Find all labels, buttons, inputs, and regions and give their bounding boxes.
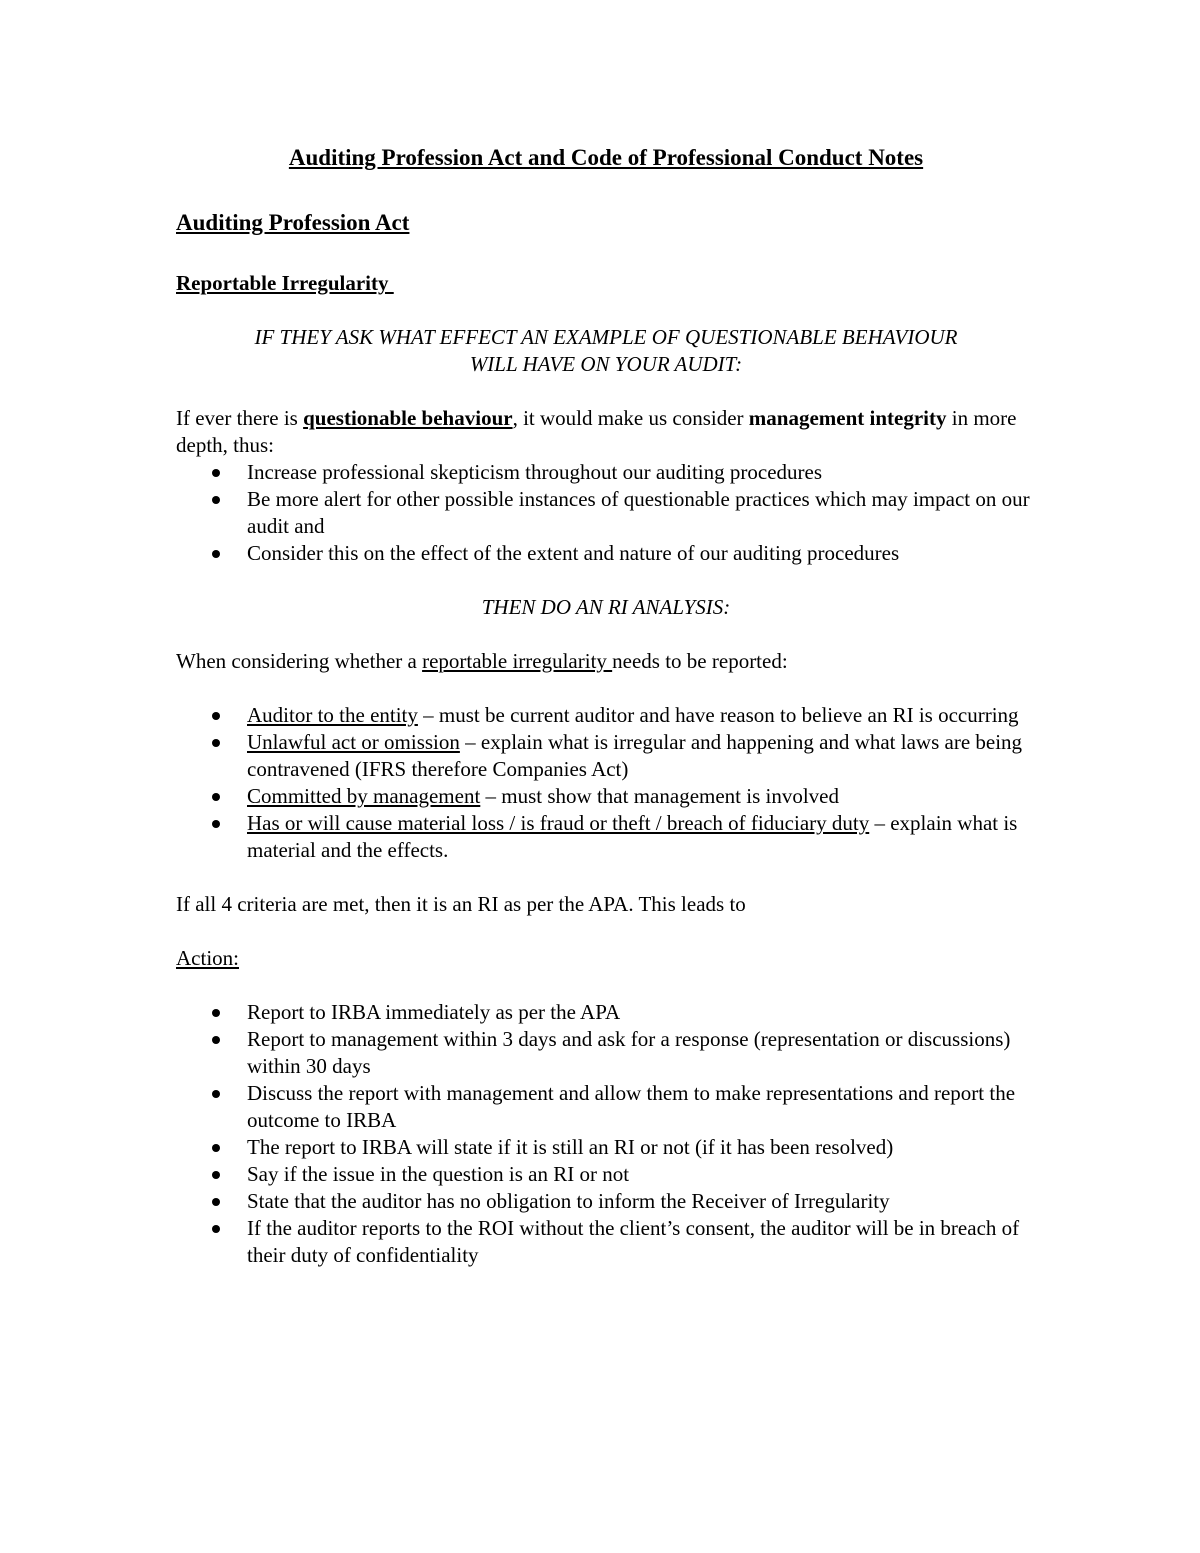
criteria-list — [176, 702, 1036, 864]
document-title: Auditing Profession Act and Code of Professional Conduct Notes — [288, 145, 924, 170]
intro-text-2: , it would make us consider — [512, 406, 749, 430]
instruction-line-2: WILL HAVE ON YOUR AUDIT: — [469, 352, 743, 376]
intro-term-management-integrity: management integrity — [748, 406, 947, 430]
bullet-icon — [212, 1225, 220, 1233]
considering-paragraph — [176, 648, 1036, 675]
bullet-icon — [212, 1009, 220, 1017]
bullet-icon — [212, 1036, 220, 1044]
bullet-icon — [212, 550, 220, 558]
bullet-icon — [212, 712, 220, 720]
action-text: Report to management within 3 days and ask for a response (representation or discussions) within 30 days — [247, 1027, 1011, 1078]
action-text: The report to IRBA will state if it is still an RI or not (if it has been resolved) — [247, 1135, 894, 1159]
criteria-item — [176, 783, 1036, 810]
bullet-icon — [212, 793, 220, 801]
action-item — [176, 1026, 1036, 1080]
action-item — [176, 1134, 1036, 1161]
list-item — [176, 459, 1036, 486]
bullet-icon — [212, 1198, 220, 1206]
action-item — [176, 1161, 1036, 1188]
intro-text-3: in more depth, thus: — [176, 406, 1022, 457]
intro-term-questionable-behaviour: questionable behaviour — [303, 406, 513, 430]
bullet-icon — [212, 1144, 220, 1152]
criteria-item — [176, 702, 1036, 729]
sub-heading-text: Reportable Irregularity — [176, 271, 394, 295]
action-item — [176, 1188, 1036, 1215]
bullet-icon — [212, 739, 220, 747]
bullet-icon — [212, 820, 220, 828]
criteria-term: Has or will cause material loss / is fraud or theft / breach of fiduciary duty — [247, 811, 870, 835]
bullet-icon — [212, 496, 220, 504]
considering-text-1: When considering whether a — [176, 649, 423, 673]
bullet-icon — [212, 469, 220, 477]
list-item-text: Be more alert for other possible instances of questionable practices which may impact on our audit and — [247, 487, 1030, 538]
criteria-term: Auditor to the entity — [247, 703, 418, 727]
instruction-ri-analysis: THEN DO AN RI ANALYSIS: — [481, 595, 731, 619]
section-heading: Auditing Profession Act — [176, 210, 410, 235]
action-heading: Action: — [176, 946, 239, 970]
intro-text-1: If ever there is — [176, 406, 304, 430]
bullet-icon — [212, 1090, 220, 1098]
intro-bullet-list — [176, 459, 1036, 567]
action-text: State that the auditor has no obligation to inform the Receiver of Irregularity — [247, 1189, 890, 1213]
criteria-text: – explain what is irregular and happening and what laws are being contravened (IFRS therefore Companies Act) — [247, 730, 1028, 781]
action-text: Report to IRBA immediately as per the APA — [247, 1000, 621, 1024]
action-text: Say if the issue in the question is an RI or not — [247, 1162, 630, 1186]
action-item — [176, 1080, 1036, 1134]
criteria-conclusion: If all 4 criteria are met, then it is an RI as per the APA. This leads to — [176, 892, 746, 916]
list-item-text: Consider this on the effect of the extent and nature of our auditing procedures — [247, 541, 900, 565]
considering-term: reportable irregularity — [422, 649, 613, 673]
instruction-line-1: IF THEY ASK WHAT EFFECT AN EXAMPLE OF QUESTIONABLE BEHAVIOUR — [254, 325, 958, 349]
action-list — [176, 999, 1036, 1269]
criteria-item — [176, 729, 1036, 783]
bullet-icon — [212, 1171, 220, 1179]
criteria-text: – must show that management is involved — [480, 784, 839, 808]
list-item — [176, 486, 1036, 540]
action-text: If the auditor reports to the ROI without the client’s consent, the auditor will be in breach of their duty of confidentiality — [247, 1216, 1020, 1267]
criteria-text: – must be current auditor and have reason to believe an RI is occurring — [417, 703, 1019, 727]
criteria-term: Committed by management — [247, 784, 481, 808]
list-item-text: Increase professional skepticism throughout our auditing procedures — [247, 460, 823, 484]
intro-paragraph — [176, 405, 1036, 459]
criteria-text: – explain what is material and the effects. — [247, 811, 1023, 862]
considering-text-2: needs to be reported: — [612, 649, 788, 673]
sub-heading — [176, 270, 1036, 297]
list-item — [176, 540, 1036, 567]
action-text: Discuss the report with management and allow them to make representations and report the outcome to IRBA — [247, 1081, 1016, 1132]
action-item — [176, 999, 1036, 1026]
criteria-term: Unlawful act or omission — [247, 730, 460, 754]
criteria-item — [176, 810, 1036, 864]
document-body — [176, 143, 1036, 1269]
action-item — [176, 1215, 1036, 1269]
